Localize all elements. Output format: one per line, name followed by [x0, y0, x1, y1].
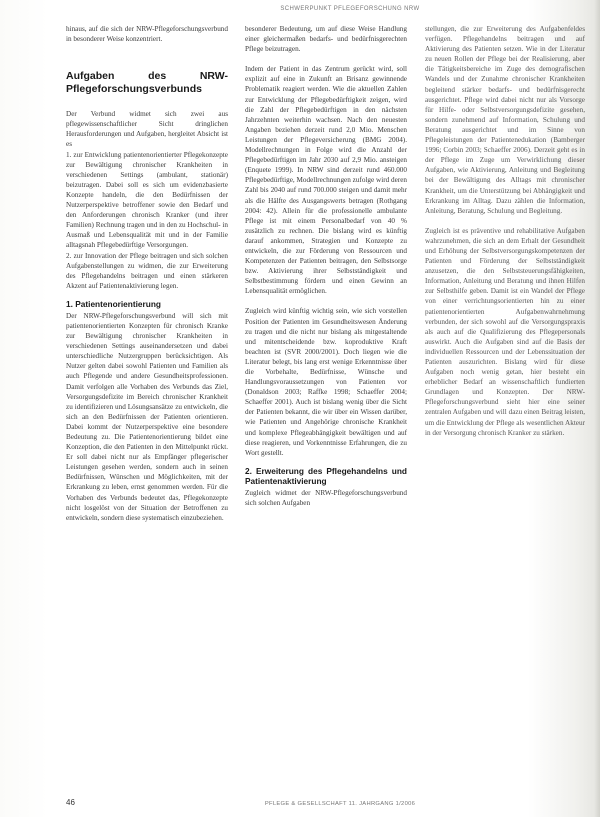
body-paragraph: besonderer Bedeutung, um auf diese Weise Handlung einer gleichermaßen bedarfs- und bedürfnisgerechten Pflege beizutragen. [245, 25, 407, 54]
body-paragraph: Zugleich ist es präventive und rehabilitative Aufgaben wahrzunehmen, die sich an dem Erhalt der Gesundheit und Erhöhung der Selbstversorgungskompetenzen der Patienten und Förderung der Selbstständigkeit anzusetzen, die den Selbststeuerungsfähigkeiten, Information, Anleitung und Beratung und ihnen Hilfen zur Selbsthilfe geben. Damit ist ein Wandel der Pflege von einer verrichtungsorientierten hin zu einer patientenorientierten Aufgabenwahrnehmung verbunden, der sich sowohl auf die Versorgungspraxis als auch auf die Qualifizierung des Pflegepersonals auswirkt. Auch die Aufgaben sind auf die Basis der individuellen Ressourcen und der Lebenssituation der Patienten auszurichten. Bislang wird für diese Aufgaben noch wenig getan, hier besteht ein erheblicher Bedarf an wissenschaftlich fundierten Grundlagen und Konzepten. Der NRW-Pflegeforschungsverbund sieht hier eine seiner zentralen Aufgaben und will dazu einen Beitrag leisten, um die Entwicklung der Pflege als wesentlichen Akteur in der Versorgung chronisch Kranker zu stärken. [425, 226, 585, 437]
subsection-heading-extension: 2. Erweiterung des Pflegehandelns und Patientenaktivierung [245, 465, 407, 486]
page-number: 46 [66, 798, 75, 807]
intro-paragraph: hinaus, auf die sich der NRW-Pflegeforschungsverbund in besonderer Weise konzentriert. [66, 25, 228, 44]
page-edge-shadow [594, 0, 600, 817]
body-paragraph: Zugleich widmet der NRW-Pflegeforschungsverbund sich solchen Aufgaben [245, 488, 407, 507]
text-column-right [425, 24, 585, 438]
running-head: SCHWERPUNKT PFLEGEFORSCHUNG NRW [280, 6, 420, 12]
text-column-left [66, 24, 228, 523]
list-item-1: 1. zur Entwicklung patientenorientierter Pflegekonzepte zur Bewältigung chronischer Krankheiten in verschiedenen Settings (ambulant, stationär) beizutragen. Dabei soll es sich um evidenzbasierte Konzepte handeln, die den Bedürfnissen der Nutzerperspektive betroffener sowie den Bedarf und den Anforderungen chronisch Kranker (und ihrer Familien) Rechnung tragen und in den zu Hochschul- in Ausmaß und Lebensqualität mit und in der Familie alltagsnah Pflegebedürftige Versorgungen. [66, 150, 228, 250]
list-item-2: 2. zur Innovation der Pflege beitragen und sich solchen Aufgabenstellungen zu widmen, die zur Erweiterung des Pflegehandelns beitragen und einen stärkeren Akzent auf Patientenaktivierung legen. [66, 251, 228, 290]
body-paragraph: Indem der Patient in das Zentrum gerückt wird, soll explizit auf eine in Zukunft an Brisanz gewinnende Problematik reagiert werden. Wie die aktuellen Zahlen zur Entwicklung der Pflegebedürftigkeit zeigen, wird die Zahl der Pflegebedürftigen in den nächsten Jahrzehnten weiterhin wachsen. Nach den neuesten Angaben beziehen derzeit rund 2,0 Mio. Menschen Leistungen der Pflegeversicherung (BMG 2004). Modellrechnungen in Folge wird die Anzahl der Pflegebedürftigen im Jahr 2030 auf 2,9 Mio. ansteigen (Enquete 1999). In NRW sind derzeit rund 460.000 Pflegebedürftige, Modellrechnungen zufolge wird deren Zahl bis 2040 auf rund 700.000 steigen und damit mehr als die Hälfte des Ausgangswerts betragen (Rothgang 2004: 42). Allein für die professionelle ambulante Pflege ist mit einem Personalbedarf von 40 % zusätzlich zu rechnen. Die bislang wird es künftig darauf ankommen, Strategien und Konzepte zu entwickeln, die zur Förderung von Ressourcen und Kompetenzen der Patienten beitragen, den Selbstsorge bzw. Aktivierung ihrer Selbstständigkeit und Selbstbestimmung fördern und einen Gewinn an Lebensqualität ermöglichen. [245, 65, 407, 296]
body-paragraph: Zugleich wird künftig wichtig sein, wie sich vorstellen Position der Patienten im Gesundheitswesen Änderung zu tragen und die nicht nur bislang als mitgestaltende und mitentscheidende bzw. koproduktive Kraft beachten ist (SVR 2000/2001). Doch liegen wie die Literatur belegt, bis lang erst wenige Erkenntnisse über die Vorbehalte, Bedürfnisse, Wünsche und Handlungsvoraussetzungen von Patienten vor (Donaldson 2003; Raffke 1998; Schaeffer 2004; Schaeffer 2001). Auch ist bislang wenig über die Sicht der Patienten bekannt, die wir über ein Wissen darüber, wie Patienten und Angehörige chronische Krankheit und komplexe Pflegeabhängigkeit bewältigen und auf diese reagieren, und Vorkenntnisse Erfahrungen, die zu Wort gestellt. [245, 307, 407, 457]
body-paragraph: stellungen, die zur Erweiterung des Aufgabenfeldes verfügen. Pflegehandelns beitragen und auf Aktivierung des Patienten setzen. Wie in der Literatur zu neuen Rollen der Pflege bei der Realisierung, aber die Tätigkeitsbereiche im Zuge des demografischen Wandels und der Zunahme chronischer Krankheiten begleitend stärker bedarfs- und bedürfnisgerecht ausgerichtet. Pflege wird dabei nicht nur als Vorsorge für Hilfe- oder Selbstversorgungsdefizite gesehen, sondern zunehmend auf Information, Schulung und Beratung ausgerichtet und im Sinne von Pflegeleistungen der Patientenedukation (Bamberger 1996; Corbin 2003; Schaeffer 2006). Derzeit geht es in der Pflege im Zuge um Verwirklichung dieser Aufgaben, wie Aktivierung, Anleitung und Begleitung bei der Bewältigung des Alltags mit chronischer Krankheit, um die Unterstützung bei Abhängigkeit und Erkrankung im Alltag. Dazu zählen die Information, Anleitung, Beratung, Schulung und Begleitung. [425, 25, 585, 215]
section-heading: Aufgaben des NRW-Pflegeforschungsverbunds [66, 70, 228, 95]
body-paragraph: Der NRW-Pflegeforschungsverbund will sich mit patientenorientierten Konzepten für chronisch Kranke zur Bewältigung chronischer Krankheiten in verschiedenen Settings auseinandersetzen und dabei unterschiedliche Nutzergruppen berücksichtigen. Als Nutzer gelten dabei sowohl Patienten und Familien als auch Pflegende und andere Gesundheitsprofessionen. Damit verfolgen alle Vorhaben des Verbunds das Ziel, Versorgungsdefizite im Bereich chronischer Krankheit zu identifizieren und Lösungsansätze zu entwickeln, die sich an den Bedürfnissen der Patienten orientieren. Dabei kommt der Nutzerperspektive eine besondere Bedeutung zu. Die Patientenorientierung bildet eine Konzeption, die den Patienten in den Mittelpunkt rückt. Er soll dabei nicht nur als Empfänger pflegerischer Leistungen gesehen werden, sondern auch in seinen Bedürfnissen, Wünschen und Möglichkeiten, mit der Erkrankung zu leben, ernst genommen werden. Für die Vorhaben des Verbunds bedeutet das, Pflegekonzepte nicht losgelöst von der Situation der Betroffenen zu entwickeln, sondern diese systematisch einzubeziehen. [66, 311, 228, 522]
text-column-middle [245, 24, 407, 508]
journal-footer: PFLEGE & GESELLSCHAFT 11. JAHRGANG 1/2006 [264, 801, 416, 807]
subsection-heading-patient-orientation: 1. Patientenorientierung [66, 298, 161, 309]
body-paragraph: Der Verbund widmet sich zwei aus pflegewissenschaftlicher Sicht dringlichen Herausforderungen und Aufgaben, hergleitet Absicht ist es [66, 110, 228, 149]
